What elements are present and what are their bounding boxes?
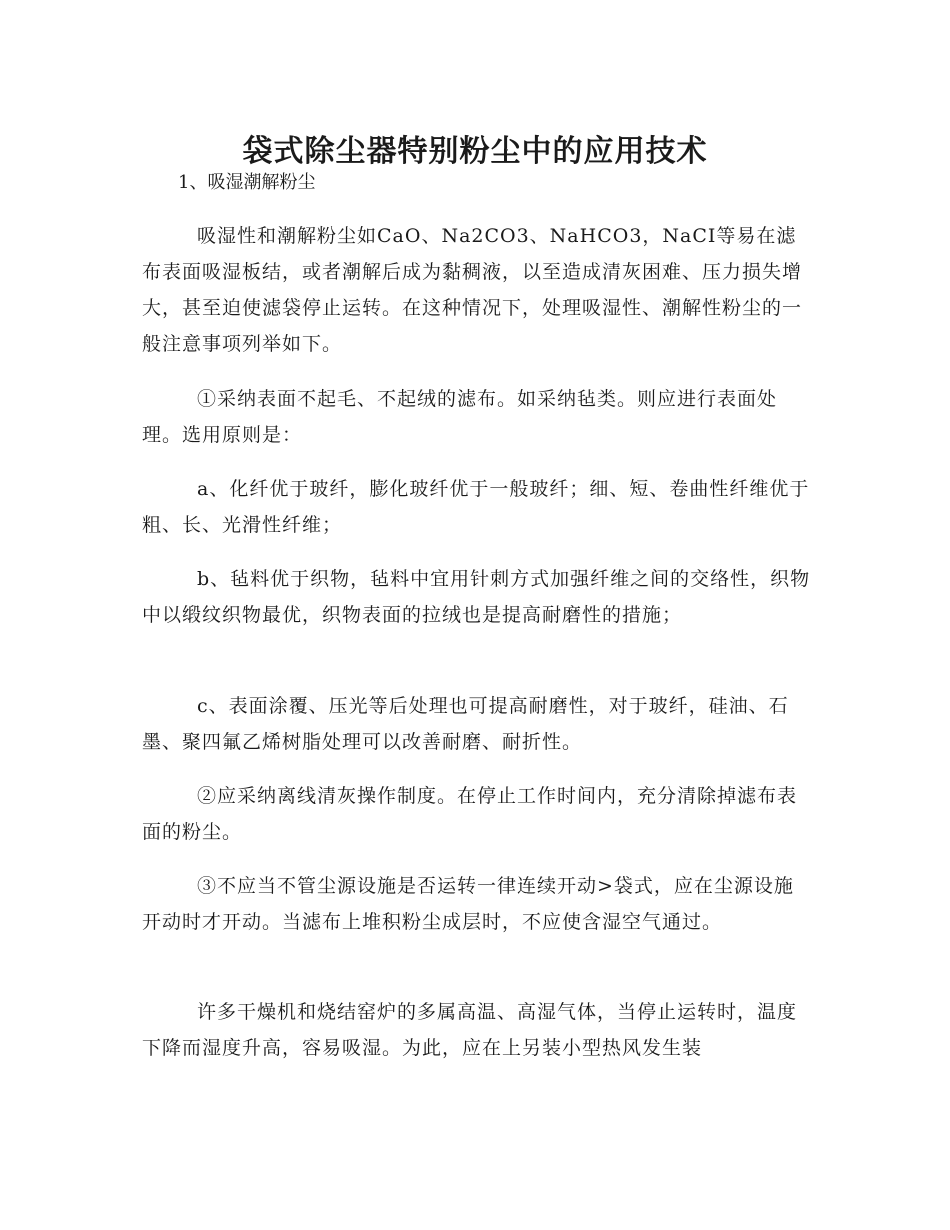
paragraph-item-c: c、表面涂覆、压光等后处理也可提高耐磨性，对于玻纤，硅油、石墨、聚四氟乙烯树脂处理可以改善耐磨、耐折性。 <box>142 695 789 753</box>
section-heading: 1、吸湿潮解粉尘 <box>178 172 316 193</box>
paragraph-item-b: b、毡料优于织物，毡料中宜用针刺方式加强纤维之间的交络性，织物中以缎纹织物最优，织物表面的拉绒也是提高耐磨性的措施； <box>142 568 811 626</box>
paragraph-intro: 吸湿性和潮解粉尘如CaO、Na2CO3、NaHCO3，NaCI等易在滤布表面吸湿板结，或者潮解后成为黏稠液，以至造成清灰困难、压力损失增大，甚至迫使滤袋停止运转。在这种情况下，处理吸湿性、潮解性粉尘的一般注意事项列举如下。 <box>142 225 803 355</box>
paragraph-closing: 许多干燥机和烧结窑炉的多属高温、高湿气体，当停止运转时，温度下降而湿度升高，容易吸湿。为此，应在上另装小型热风发生装 <box>142 1001 798 1059</box>
document-title: 袋式除尘器特别粉尘中的应用技术 <box>242 134 708 170</box>
paragraph-item-3: ③不应当不管尘源设施是否运转一律连续开动>袋式，应在尘源设施开动时才开动。当滤布上堆积粉尘成层时，不应使含湿空气通过。 <box>142 875 794 933</box>
paragraph-item-a: a、化纤优于玻纤，膨化玻纤优于一般玻纤；细、短、卷曲性纤维优于粗、长、光滑性纤维； <box>142 478 810 536</box>
paragraph-item-1: ①采纳表面不起毛、不起绒的滤布。如采纳毡类。则应进行表面处理。选用原则是： <box>142 388 778 446</box>
paragraph-item-2: ②应采纳离线清灰操作制度。在停止工作时间内，充分清除掉滤布表面的粉尘。 <box>142 785 798 843</box>
